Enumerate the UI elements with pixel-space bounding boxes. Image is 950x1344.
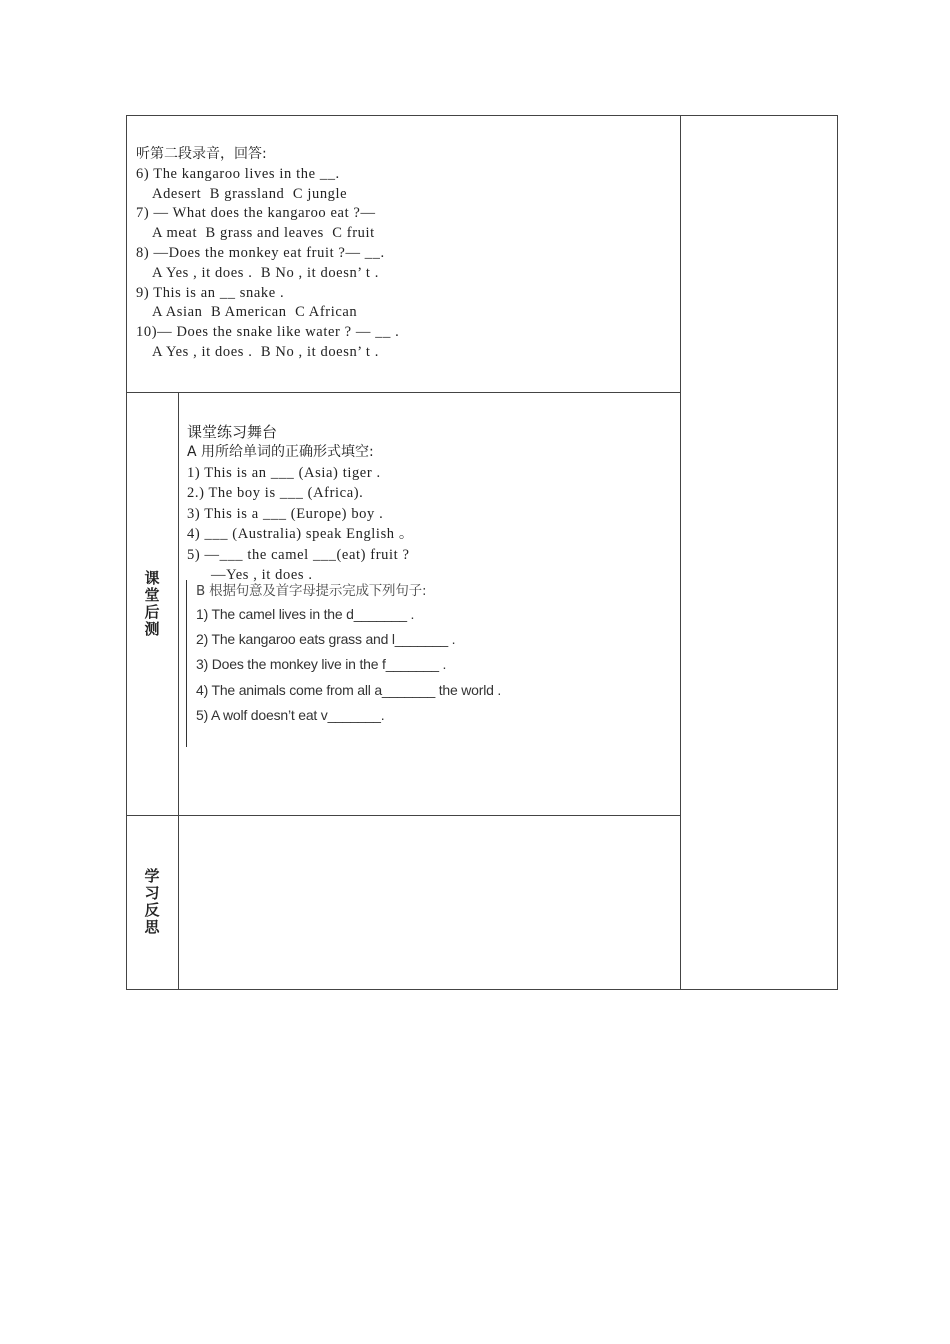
part-a-item-4: 4) ___ (Australia) speak English 。 <box>187 526 414 543</box>
practice-section <box>187 423 414 586</box>
part-b-item-1: 1) The camel lives in the d_______ . <box>196 606 415 622</box>
question-7-options: A meat B grass and leaves C fruit <box>152 225 375 242</box>
part-a-item-3: 3) This is a ___ (Europe) boy . <box>187 505 384 522</box>
part-b-item-2: 2) The kangaroo eats grass and l_______ . <box>196 631 456 648</box>
question-6-options: Adesert B grassland C jungle <box>152 185 348 202</box>
question-9-options: A Asian B American C African <box>152 304 358 321</box>
practice-side-label: 课 堂 后 测 <box>144 569 160 638</box>
row-divider-1 <box>126 392 680 393</box>
part-a-title: A 用所给单词的正确形式填空: <box>187 443 374 460</box>
question-8: 8) —Does the monkey eat fruit ?— __. <box>136 244 385 261</box>
part-a-item-1: 1) This is an ___ (Asia) tiger . <box>187 464 381 481</box>
listening-heading: 听第二段录音，回答: <box>136 146 267 162</box>
part-a-item-2: 2.) The boy is ___ (Africa). <box>187 485 364 502</box>
practice-heading: 课堂练习舞台 <box>187 423 278 441</box>
question-10: 10)— Does the snake like water ? — __ . <box>136 324 400 341</box>
part-b-item-5: 5) A wolf doesn’t eat v_______. <box>196 706 385 723</box>
part-b-title: B 根据句意及首字母提示完成下列句子: <box>196 583 427 599</box>
question-10-options: A Yes , it does . B No , it doesn’ t . <box>152 343 379 360</box>
right-column-divider <box>680 115 681 990</box>
reflection-side-label: 学 习 反 思 <box>144 867 160 936</box>
part-a-item-5-answer: —Yes , it does . <box>211 567 313 584</box>
part-b-item-4: 4) The animals come from all a_______ the world . <box>196 681 502 698</box>
part-b-item-3: 3) Does the monkey live in the f_______ . <box>196 656 447 673</box>
question-7: 7) — What does the kangaroo eat ?— <box>136 205 376 222</box>
question-8-options: A Yes , it does . B No , it doesn’ t . <box>152 264 379 281</box>
row-divider-2 <box>126 815 680 816</box>
label-column-divider <box>178 392 179 990</box>
part-b-box <box>186 580 627 747</box>
question-6: 6) The kangaroo lives in the __. <box>136 165 340 182</box>
part-a-item-5: 5) —___ the camel ___(eat) fruit ? <box>187 546 410 563</box>
listening-section <box>136 145 399 363</box>
question-9: 9) This is an __ snake . <box>136 284 285 301</box>
